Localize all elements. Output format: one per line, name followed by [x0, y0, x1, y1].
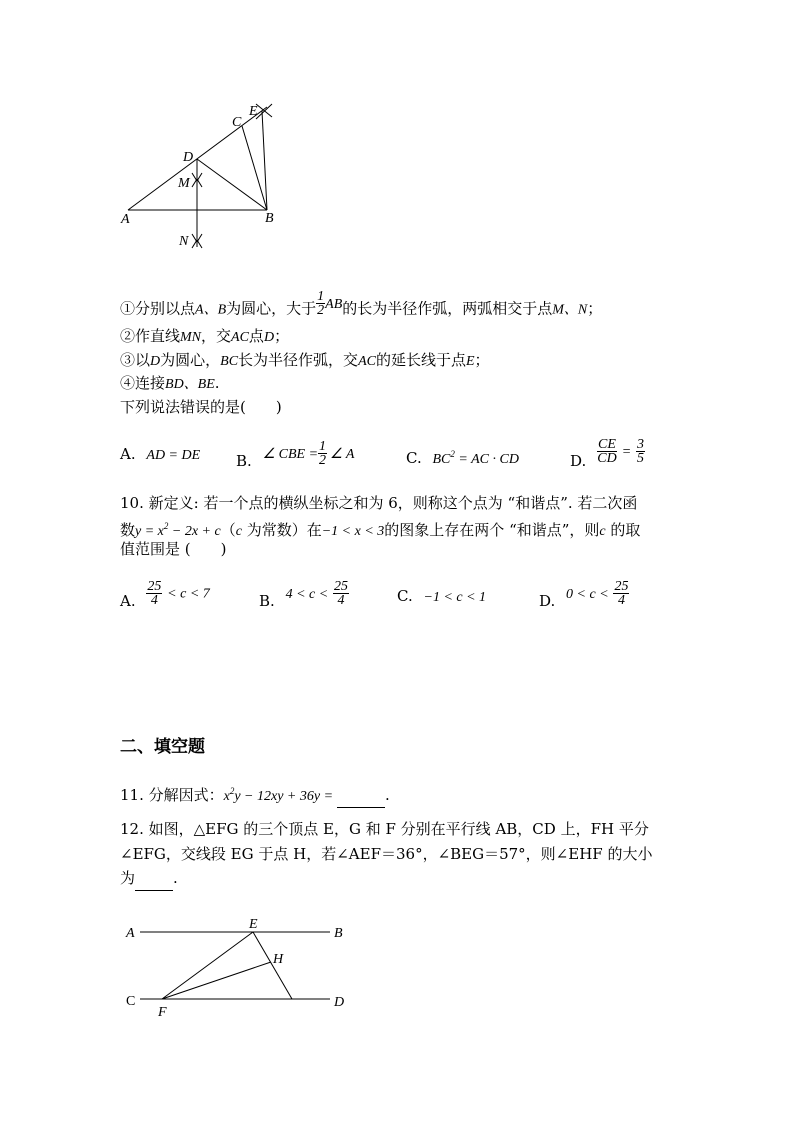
- q9-step1-ab: AB: [325, 296, 343, 312]
- label-c: C: [232, 115, 242, 130]
- label-d: D: [334, 995, 345, 1010]
- q9-question: 下列说法错误的是( ): [120, 398, 282, 416]
- q9-step1-text: ①分别以点: [120, 299, 196, 318]
- q9-option-c: C. $BC^2$ = AC · CD: [406, 449, 519, 467]
- line-ef: [162, 932, 253, 999]
- q10-line3: 值范围是 ( ): [120, 540, 227, 558]
- label-d: D: [183, 150, 194, 165]
- q9-step1: ①分别以点A、B为圆心，大于 $\frac{1}{2}$ AB的长为半径作弧，两弧相交于点M、N；: [120, 289, 603, 318]
- q11: 11. 分解因式：$x^2y - 12xy + 36y$ = .: [120, 779, 390, 809]
- label-n: N: [179, 234, 189, 249]
- label-b: B: [265, 211, 274, 226]
- q9-step2: ②作直线MN，交AC点D；: [120, 327, 290, 345]
- triangle-construction-figure: [115, 95, 285, 265]
- q9-option-a: A. AD = DE: [120, 445, 201, 463]
- q10-option-a: A. $\frac{25}{4}$ < c < 7: [120, 579, 210, 610]
- q9-step1-mn: M、N: [552, 302, 588, 318]
- q12-line3: 为 .: [120, 866, 178, 891]
- q9-step4: ④连接BD、BE.: [120, 374, 220, 392]
- q12-line2: ∠EFG，交线段 EG 于点 H，若∠AEF＝36°，∠BEG＝57°，则∠EHF 的大小: [120, 845, 653, 863]
- label-m: M: [178, 176, 190, 191]
- q9-step1-points: A、B: [195, 302, 227, 318]
- q12-answer-blank[interactable]: [135, 866, 173, 891]
- q9-step3: ③以D为圆心，BC长为半径作弧，交AC的延长线于点E；: [120, 351, 490, 369]
- q10-option-c: C. −1 < c < 1: [397, 587, 487, 605]
- q9-option-d: D. $\frac{CE}{CD}$ = $\frac{3}{5}$: [570, 437, 644, 470]
- parallel-lines-figure: [120, 915, 360, 1020]
- label-h: H: [273, 952, 284, 967]
- section-title: 二、填空题: [120, 737, 205, 757]
- q10-option-d: D. 0 < c < $\frac{25}{4}$: [539, 579, 629, 610]
- label-e: E: [249, 917, 258, 932]
- q12-line1: 12. 如图，△EFG 的三个顶点 E，G 和 F 分别在平行线 AB，CD 上，FH 平分: [120, 820, 649, 838]
- label-f: F: [158, 1005, 167, 1020]
- label-b: B: [334, 926, 343, 941]
- q11-answer-blank[interactable]: [337, 783, 385, 808]
- line-db: [197, 159, 267, 210]
- q9-step1-mid: 为圆心，大于: [226, 299, 317, 318]
- arc-mark-e: [256, 104, 272, 119]
- label-a: A: [126, 926, 135, 941]
- q9-option-b: B. ∠ CBE = $\frac{1}{2}$ ∠ A: [236, 439, 355, 470]
- q10-option-b: B. 4 < c < $\frac{25}{4}$: [259, 579, 348, 610]
- line-fh: [162, 962, 271, 999]
- label-e: E: [249, 104, 258, 119]
- q9-step1-fraction: $\frac{1}{2}$: [317, 289, 325, 318]
- q10-line2: 数$y = x^2 - 2x + c(c$ 为常数）在−1 < x < 3的图象上存在两个 “和谐点”，则c 的取: [120, 521, 641, 539]
- q9-step1-post: 的长为半径作弧，两弧相交于点: [342, 299, 553, 318]
- label-c: C: [126, 994, 136, 1009]
- label-a: A: [121, 212, 130, 227]
- q10-line1: 10. 新定义: 若一个点的横纵坐标之和为 6，则称这个点为 “和谐点”. 若二次函: [120, 494, 638, 512]
